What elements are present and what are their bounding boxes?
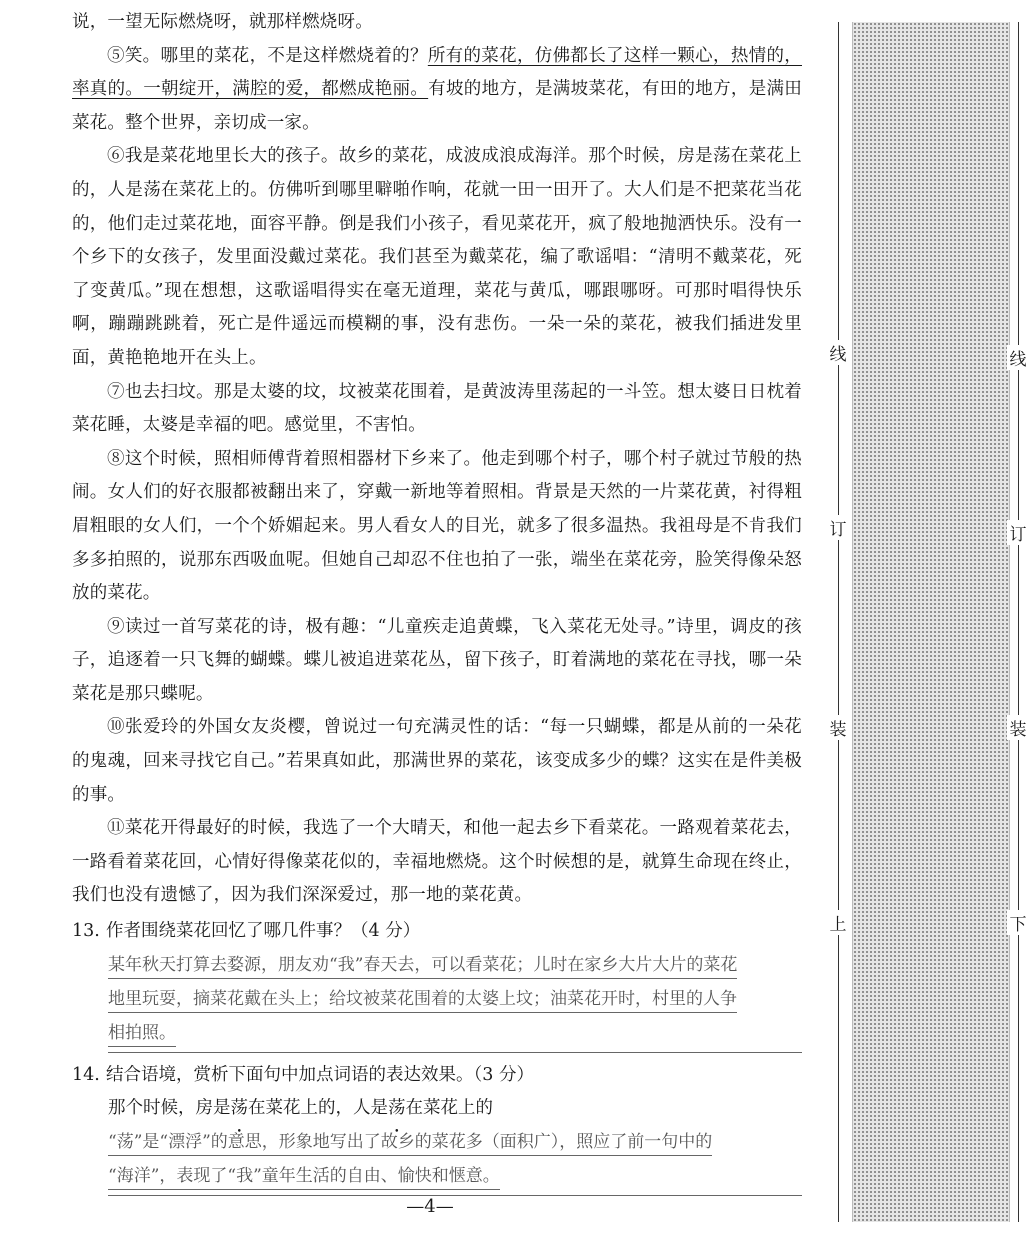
- answer-14[interactable]: [108, 1125, 802, 1196]
- binding-char: 线: [827, 340, 849, 365]
- binding-char: 上: [827, 910, 849, 935]
- paragraph-p9: [72, 611, 802, 712]
- question-text: 作者围绕菜花回忆了哪几件事？（4 分）: [106, 921, 421, 942]
- paragraphs: [72, 6, 802, 913]
- text-segment: ⑧这个时候，照相师傅背着照相器材下乡来了。他走到哪个村子，哪个村子就过节般的热闹。女人们的好衣服都被翻出来了，穿戴一新地等着照相。背景是天然的一片菜花黄，衬得粗眉粗眼的女人们，一个个娇媚起来。男人看女人的目光，就多了很多温热。我祖母是不肯我们多多拍照的，说那东西吸血呢。但她自己却忍不住也拍了一张，端坐在菜花旁，脸笑得像朵怒放的菜花。: [72, 448, 802, 604]
- paragraph-p5: [72, 40, 802, 141]
- text-segment: ⑨读过一首写菜花的诗，极有趣：“儿童疾走追黄蝶，飞入菜花无处寻。”诗里，调皮的孩子，追逐着一只飞舞的蝴蝶。蝶儿被追进菜花丛，留下孩子，盯着满地的菜花在寻找，哪一朵菜花是那只蝶呢。: [72, 616, 802, 704]
- question-text: 结合语境，赏析下面句中加点词语的表达效果。（3 分）: [106, 1065, 534, 1086]
- binding-char: 装: [827, 715, 849, 740]
- paragraph-p8: [72, 443, 802, 611]
- answer-line: “荡”是“漂浮”的意思，形象地写出了故乡的菜花多（面积广），照应了前一句中的: [108, 1125, 802, 1159]
- text-segment: ⑥我是菜花地里长大的孩子。故乡的菜花，成波成浪成海洋。那个时候，房是荡在菜花上的，人是荡在菜花上的。仿佛听到哪里噼啪作响，花就一田一田开了。大人们是不把菜花当花的，他们走过菜花地，面容平静。倒是我们小孩子，看见菜花开，疯了般地抛洒快乐。没有一个乡下的女孩子，发里面没戴过菜花。我们甚至为戴菜花，编了歌谣唱：“清明不戴菜花，死了变黄瓜。”现在想想，这歌谣唱得实在毫无道理，菜花与黄瓜，哪跟哪呀。可那时唱得快乐啊，蹦蹦跳跳着，死亡是件遥远而模糊的事，没有悲伤。一朵一朵的菜花，被我们插进发里面，黄艳艳地开在头上。: [72, 146, 802, 368]
- paragraph-p0: [72, 6, 802, 40]
- underlined-sentence: 所有的菜花，仿佛都长了这样一颗心，热情的，率真的。一朝绽开，满腔的爱，都燃成艳丽。: [72, 45, 802, 100]
- binding-line-left: [838, 22, 839, 1222]
- page-number: —4—: [406, 1196, 454, 1217]
- paragraph-p10: [72, 711, 802, 812]
- paragraph-p11: [72, 812, 802, 913]
- binding-margin-pattern: [852, 22, 1010, 1222]
- quote-sentence: 那个时候，房是荡在菜花上的，人是荡在菜花上的: [108, 1098, 493, 1119]
- answer-line: 某年秋天打算去婺源，朋友劝“我”春天去，可以看菜花；儿时在家乡大片大片的菜花: [108, 948, 802, 982]
- paragraph-p7: [72, 376, 802, 443]
- answer-line-rule: [108, 1052, 802, 1053]
- question-number: 13.: [72, 921, 100, 942]
- binding-line-right: [1018, 22, 1019, 1222]
- paragraph-p6: [72, 140, 802, 375]
- text-segment: ⑦也去扫坟。那是太婆的坟，坟被菜花围着，是黄波涛里荡起的一斗笠。想太婆日日枕着菜花睡，太婆是幸福的吧。感觉里，不害怕。: [72, 381, 802, 436]
- answer-line: 地里玩耍，摘菜花戴在头上；给坟被菜花围着的太婆上坟；油菜花开时，村里的人争: [108, 982, 802, 1016]
- question-14: [72, 1059, 802, 1196]
- text-segment: 说，一望无际燃烧呀，就那样燃烧呀。: [72, 12, 373, 32]
- text-segment: ⑪菜花开得最好的时候，我选了一个大晴天，和他一起去乡下看菜花。一路观着菜花去，一路看着菜花回，心情好得像菜花似的，幸福地燃烧。这个时候想的是，就算生命现在终止，我们也没有遗憾了，因为我们深深爱过，那一地的菜花黄。: [72, 818, 802, 906]
- text-segment: ⑤笑。哪里的菜花，不是这样燃烧着的？: [107, 45, 428, 66]
- question-number: 14.: [72, 1065, 100, 1086]
- dotted-word: 荡: [388, 1098, 406, 1119]
- binding-char: 装: [1007, 715, 1028, 740]
- answer-13[interactable]: [108, 948, 802, 1053]
- answer-line: 相拍照。: [108, 1016, 802, 1050]
- dotted-word: 荡: [230, 1098, 248, 1119]
- binding-char: 订: [827, 515, 849, 540]
- binding-char: 订: [1007, 520, 1028, 545]
- answer-line: “海洋”，表现了“我”童年生活的自由、愉快和惬意。: [108, 1159, 802, 1193]
- binding-char: 线: [1007, 345, 1028, 370]
- binding-char: 下: [1007, 910, 1028, 935]
- text-segment: ⑩张爱玲的外国女友炎樱，曾说过一句充满灵性的话：“每一只蝴蝶，都是从前的一朵花的鬼魂，回来寻找它自己。”若果真如此，那满世界的菜花，该变成多少的蝶？这实在是件美极的事。: [72, 717, 802, 805]
- question-13: [72, 915, 802, 1053]
- text-segment: 有坡的地方，是满坡菜花，有田的地方，是满田菜花。整个世界，亲切成一家。: [72, 79, 803, 133]
- article-body: [72, 6, 802, 1196]
